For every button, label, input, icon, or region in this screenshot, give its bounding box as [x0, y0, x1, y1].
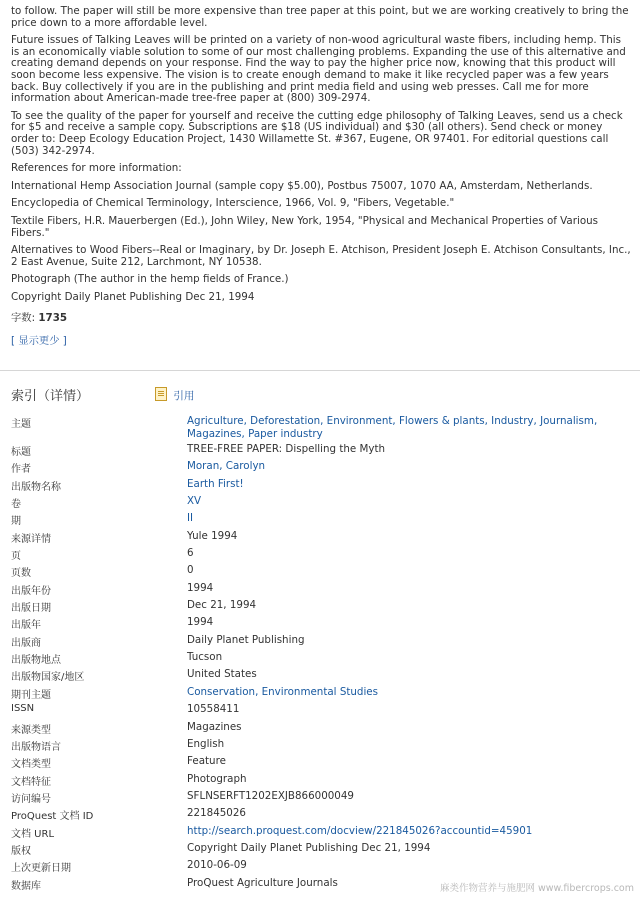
toggle-bracket-close: ] [62, 335, 67, 348]
word-count-value: 1735 [38, 312, 68, 325]
index-row-label: 版权 [11, 845, 31, 857]
index-row [11, 702, 631, 719]
word-count-label: 字数: [11, 312, 36, 325]
index-row [11, 546, 631, 563]
index-row-value: Yule 1994 [187, 529, 238, 542]
index-row-value: Daily Planet Publishing [187, 633, 305, 646]
index-row [11, 581, 631, 598]
index-row [11, 824, 631, 841]
index-row-value: 10558411 [187, 703, 240, 716]
index-row-value: 221845026 [187, 807, 246, 820]
index-row [11, 737, 631, 754]
index-row [11, 598, 631, 615]
index-row [11, 806, 631, 823]
index-row-label: 主题 [11, 419, 31, 430]
index-row [11, 772, 631, 789]
index-row-value: Dec 21, 1994 [187, 599, 257, 612]
index-row-link[interactable]: http://search.proquest.com/docview/221845026?accountid=45901 [187, 824, 533, 837]
index-row-label: 来源详情 [11, 533, 51, 545]
index-row-link[interactable]: II [187, 512, 194, 525]
index-row-label: 文档特征 [11, 776, 51, 788]
watermark: 麻类作物营养与施肥网 www.fibercrops.com [439, 883, 634, 894]
toggle-bracket-open: [ [11, 335, 16, 348]
index-row-label: 出版物地点 [11, 655, 61, 667]
index-row-link[interactable]: Moran, Carolyn [187, 460, 266, 473]
index-row-value: SFLNSERFT1202EXJB866000049 [187, 789, 354, 802]
index-row-label: 期刊主题 [11, 689, 51, 701]
show-less-toggle [11, 332, 631, 347]
article-paragraph: Future issues of Talking Leaves will be printed on a variety of non-wood agricultural waste fibers, including hemp. This is an economically viable solution to some of our most challenging problems. Expanding the use of this alternative and creating demand depends on your response. Find the way to pay the higher price now, knowing that this product will soon become less expensive. The vision is to create enough demand to make it like recycled paper was a few years back. Buy collectively if you are in the publishing and print media field and using web presses. Call me for more information about American-made tree-free paper at (800) 309-2974. [11, 34, 626, 105]
section-divider [0, 370, 640, 371]
index-row-label: 出版商 [11, 637, 41, 649]
word-count [11, 309, 631, 324]
index-header [11, 385, 631, 403]
index-row-value: United States [187, 668, 257, 681]
index-title: 索引（详情） [11, 389, 90, 404]
index-row-label: 访问编号 [11, 793, 51, 805]
index-row-link[interactable]: XV [187, 495, 202, 508]
reference-item: Textile Fibers, H.R. Mauerbergen (Ed.), John Wiley, New York, 1954, "Physical and Mechanical Properties of Various Fibers." [11, 214, 599, 239]
index-row-label: 页数 [11, 568, 31, 580]
article-body [11, 6, 631, 347]
index-row-label: 作者 [11, 464, 31, 476]
index-row [11, 841, 631, 858]
index-row-value: ProQuest Agriculture Journals [187, 876, 338, 889]
index-row [11, 563, 631, 580]
index-row-label: 期 [11, 516, 21, 528]
index-row-label: 来源类型 [11, 724, 51, 736]
index-row-value: Photograph [187, 772, 247, 785]
index-row [11, 442, 631, 459]
index-row-link[interactable]: Conservation, Environmental Studies [187, 685, 379, 698]
index-row-label: 数据库 [11, 880, 41, 892]
article-paragraph: References for more information: [11, 162, 182, 175]
reference-item: Encyclopedia of Chemical Terminology, Interscience, 1966, Vol. 9, "Fibers, Vegetable." [11, 197, 455, 210]
reference-item: Alternatives to Wood Fibers--Real or Imaginary, by Dr. Joseph E. Atchison, President Joseph E. Atchison Consultants, Inc., 2 East Avenue, Suite 212, Larchmont, NY 10538. [11, 244, 631, 268]
index-row [11, 789, 631, 806]
reference-item: International Hemp Association Journal (sample copy $5.00), Postbus 75007, 1070 AA, Amsterdam, Netherlands. [11, 179, 593, 192]
index-row [11, 459, 631, 476]
article-paragraph: To see the quality of the paper for yourself and receive the cutting edge philosophy of Talking Leaves, send us a check for $5 and receive a sample copy. Subscriptions are $18 (US individual) and $30 (all others). Send check or money order to: Deep Ecology Education Project, 1430 Willamette St. #367, Eugene, OR 97401. For editorial questions call (503) 342-2974. [11, 109, 623, 157]
index-row-label: ProQuest 文档 ID [11, 811, 94, 823]
index-row-value: English [187, 737, 225, 750]
index-row-label: 出版年份 [11, 585, 51, 597]
index-row-label: 出版物语言 [11, 741, 61, 753]
index-row [11, 615, 631, 632]
index-row-label: ISSN [11, 703, 35, 715]
document-icon [155, 387, 167, 401]
index-row-label: 出版日期 [11, 603, 51, 615]
index-row-value: 1994 [187, 581, 214, 594]
index-row-value: 6 [187, 547, 194, 560]
index-row-value: TREE-FREE PAPER: Dispelling the Myth [187, 443, 386, 455]
index-row-label: 文档类型 [11, 759, 51, 771]
index-row [11, 529, 631, 546]
index-row-value: Tucson [187, 651, 223, 664]
photo-caption: Photograph (The author in the hemp fields of France.) [11, 273, 289, 286]
index-row-label: 卷 [11, 499, 21, 511]
index-row-label: 出版物名称 [11, 481, 61, 493]
index-row-label: 页 [11, 551, 21, 563]
index-row [11, 494, 631, 511]
index-row [11, 667, 631, 684]
index-row-link[interactable]: Earth First! [187, 477, 244, 490]
cite-button[interactable] [155, 387, 194, 403]
index-row [11, 633, 631, 650]
index-row-label: 上次更新日期 [11, 863, 71, 875]
show-less-link[interactable]: 显示更少 [18, 335, 60, 348]
index-row [11, 650, 631, 667]
index-row-value: Copyright Daily Planet Publishing Dec 21, 1994 [187, 841, 431, 854]
index-row [11, 754, 631, 771]
index-row-label: 文档 URL [11, 828, 55, 840]
index-row [11, 414, 631, 442]
index-row [11, 511, 631, 528]
copyright-line: Copyright Daily Planet Publishing Dec 21, 1994 [11, 290, 255, 303]
index-row-value: 0 [187, 564, 194, 577]
index-row-value: 1994 [187, 616, 214, 629]
index-row [11, 858, 631, 875]
article-paragraph: to follow. The paper will still be more expensive than tree paper at this point, but we are working creatively to bring the price down to a more affordable level. [11, 5, 629, 29]
index-row-value: Feature [187, 755, 226, 768]
index-row-value: Magazines [187, 720, 242, 733]
cite-label: 引用 [173, 390, 195, 402]
index-row-label: 出版年 [11, 620, 41, 632]
index-row [11, 685, 631, 702]
index-row [11, 720, 631, 737]
index-row-link[interactable]: Agriculture, Deforestation, Environment, Flowers & plants, Industry, Journalism, Magazines, Paper industry [187, 415, 598, 440]
index-details-table [11, 414, 631, 893]
index-row-value: 2010-06-09 [187, 859, 247, 872]
index-row-label: 出版物国家/地区 [11, 672, 85, 684]
index-row [11, 477, 631, 494]
index-row-label: 标题 [11, 447, 31, 458]
